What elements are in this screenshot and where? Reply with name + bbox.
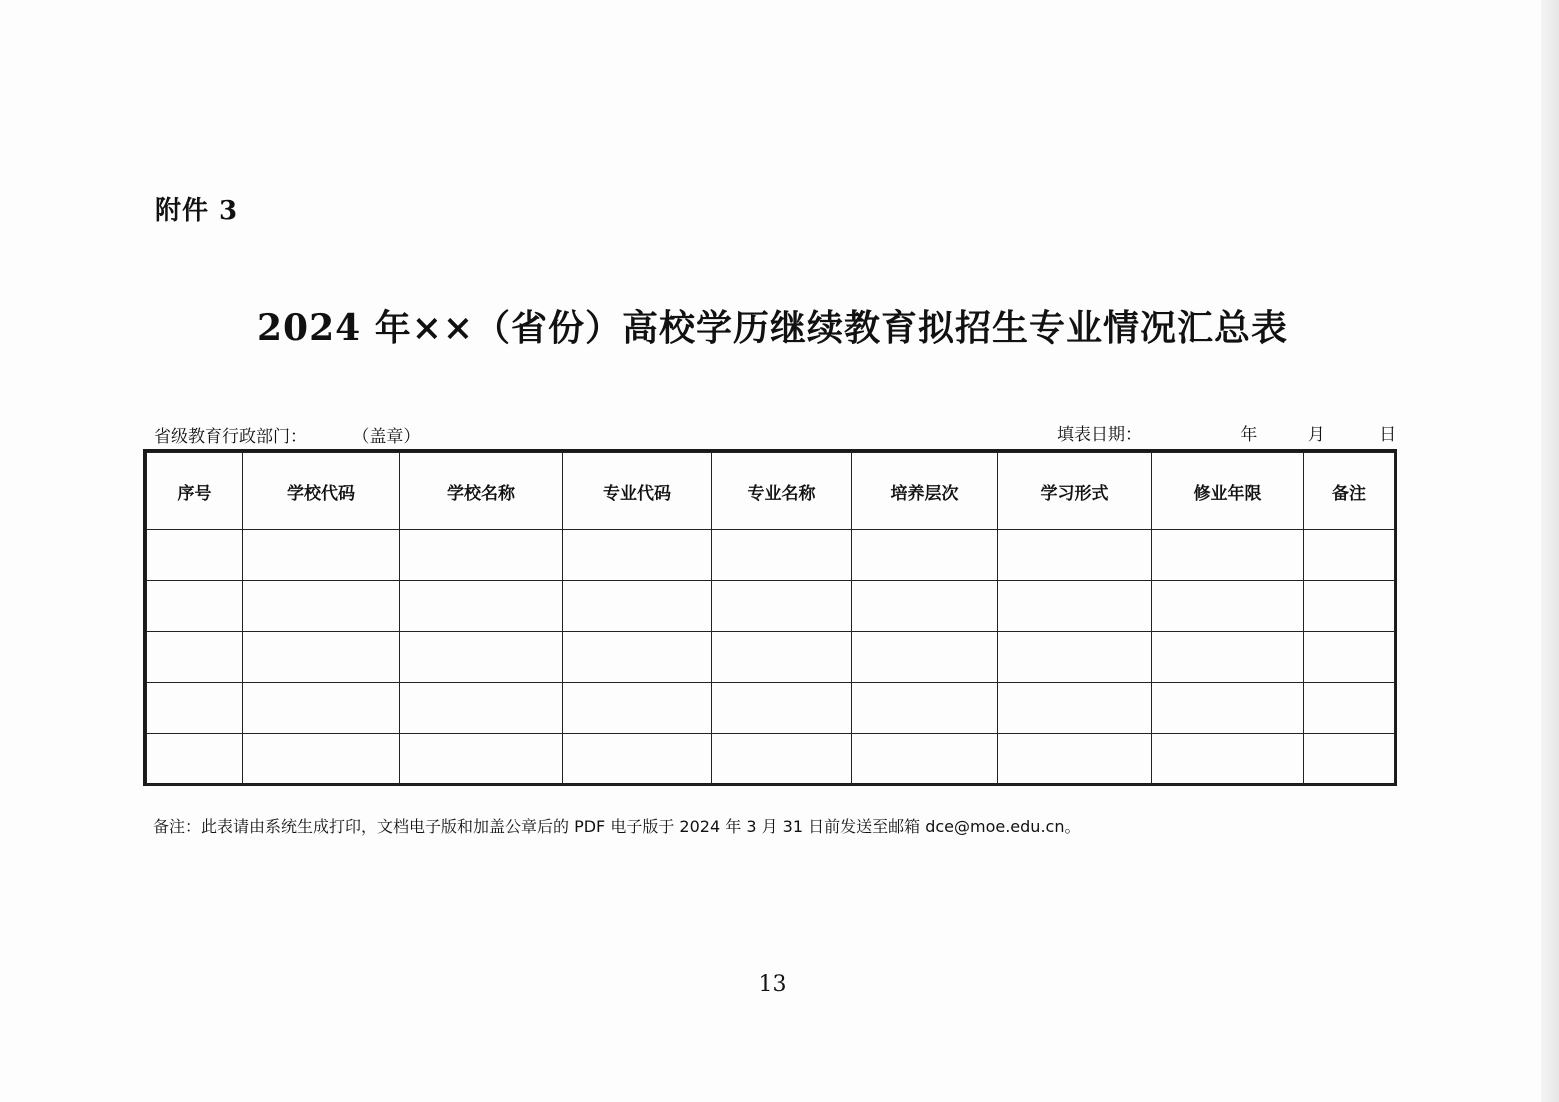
table-cell bbox=[712, 530, 852, 581]
scan-edge-shadow bbox=[1541, 0, 1559, 1102]
table-cell bbox=[1152, 632, 1304, 683]
day-label: 日 bbox=[1379, 425, 1397, 445]
table-cell bbox=[1304, 530, 1395, 581]
table-cell bbox=[243, 530, 400, 581]
department-label: 省级教育行政部门： bbox=[154, 427, 307, 447]
table-cell bbox=[147, 734, 243, 785]
table-cell bbox=[998, 632, 1152, 683]
table-body bbox=[147, 530, 1395, 785]
column-header: 学习形式 bbox=[998, 453, 1152, 530]
table-cell bbox=[243, 581, 400, 632]
table-cell bbox=[147, 632, 243, 683]
column-header: 修业年限 bbox=[1152, 453, 1304, 530]
table-cell bbox=[852, 632, 998, 683]
table-cell bbox=[852, 734, 998, 785]
table-row bbox=[147, 581, 1395, 632]
table-cell bbox=[1152, 530, 1304, 581]
table-cell bbox=[998, 530, 1152, 581]
month-label: 月 bbox=[1307, 425, 1325, 445]
table-cell bbox=[400, 632, 563, 683]
department-line bbox=[154, 422, 420, 447]
column-header: 学校名称 bbox=[400, 453, 563, 530]
table-cell bbox=[563, 530, 712, 581]
column-header: 序号 bbox=[147, 453, 243, 530]
table-cell bbox=[243, 734, 400, 785]
table-cell bbox=[147, 683, 243, 734]
footnote: 备注：此表请由系统生成打印，文档电子版和加盖公章后的 PDF 电子版于 2024 年 3 月 31 日前发送至邮箱 dce@moe.edu.cn。 bbox=[153, 817, 1081, 836]
table-cell bbox=[563, 632, 712, 683]
summary-table-frame bbox=[143, 449, 1397, 786]
table-row bbox=[147, 734, 1395, 785]
fill-date-line bbox=[1057, 420, 1396, 445]
fill-date-label: 填表日期： bbox=[1057, 425, 1142, 445]
table-row bbox=[147, 632, 1395, 683]
table-cell bbox=[400, 530, 563, 581]
table-cell bbox=[1152, 734, 1304, 785]
attachment-label: 附件 3 bbox=[155, 196, 239, 226]
summary-table bbox=[146, 452, 1395, 785]
table-cell bbox=[400, 734, 563, 785]
table-cell bbox=[1304, 581, 1395, 632]
table-cell bbox=[712, 581, 852, 632]
table-cell bbox=[243, 683, 400, 734]
table-cell bbox=[1304, 632, 1395, 683]
table-cell bbox=[147, 581, 243, 632]
table-cell bbox=[1304, 683, 1395, 734]
table-cell bbox=[712, 734, 852, 785]
table-cell bbox=[1152, 581, 1304, 632]
page-number: 13 bbox=[758, 972, 787, 997]
table-cell bbox=[400, 683, 563, 734]
table-cell bbox=[852, 683, 998, 734]
table-cell bbox=[563, 581, 712, 632]
table-cell bbox=[712, 683, 852, 734]
table-cell bbox=[998, 683, 1152, 734]
column-header: 培养层次 bbox=[852, 453, 998, 530]
document-title: 2024 年××（省份）高校学历继续教育拟招生专业情况汇总表 bbox=[256, 307, 1289, 349]
table-cell bbox=[563, 734, 712, 785]
table-cell bbox=[1304, 734, 1395, 785]
table-row bbox=[147, 683, 1395, 734]
table-cell bbox=[852, 530, 998, 581]
table-cell bbox=[400, 581, 563, 632]
column-header: 专业名称 bbox=[712, 453, 852, 530]
table-cell bbox=[1152, 683, 1304, 734]
table-cell bbox=[852, 581, 998, 632]
seal-label: （盖章） bbox=[352, 427, 421, 447]
table-header-row bbox=[147, 453, 1395, 530]
year-label: 年 bbox=[1240, 425, 1258, 445]
column-header: 备注 bbox=[1304, 453, 1395, 530]
table-cell bbox=[563, 683, 712, 734]
table-cell bbox=[243, 632, 400, 683]
table-cell bbox=[712, 632, 852, 683]
table-row bbox=[147, 530, 1395, 581]
table-cell bbox=[998, 581, 1152, 632]
column-header: 学校代码 bbox=[243, 453, 400, 530]
table-cell bbox=[147, 530, 243, 581]
table-cell bbox=[998, 734, 1152, 785]
column-header: 专业代码 bbox=[563, 453, 712, 530]
